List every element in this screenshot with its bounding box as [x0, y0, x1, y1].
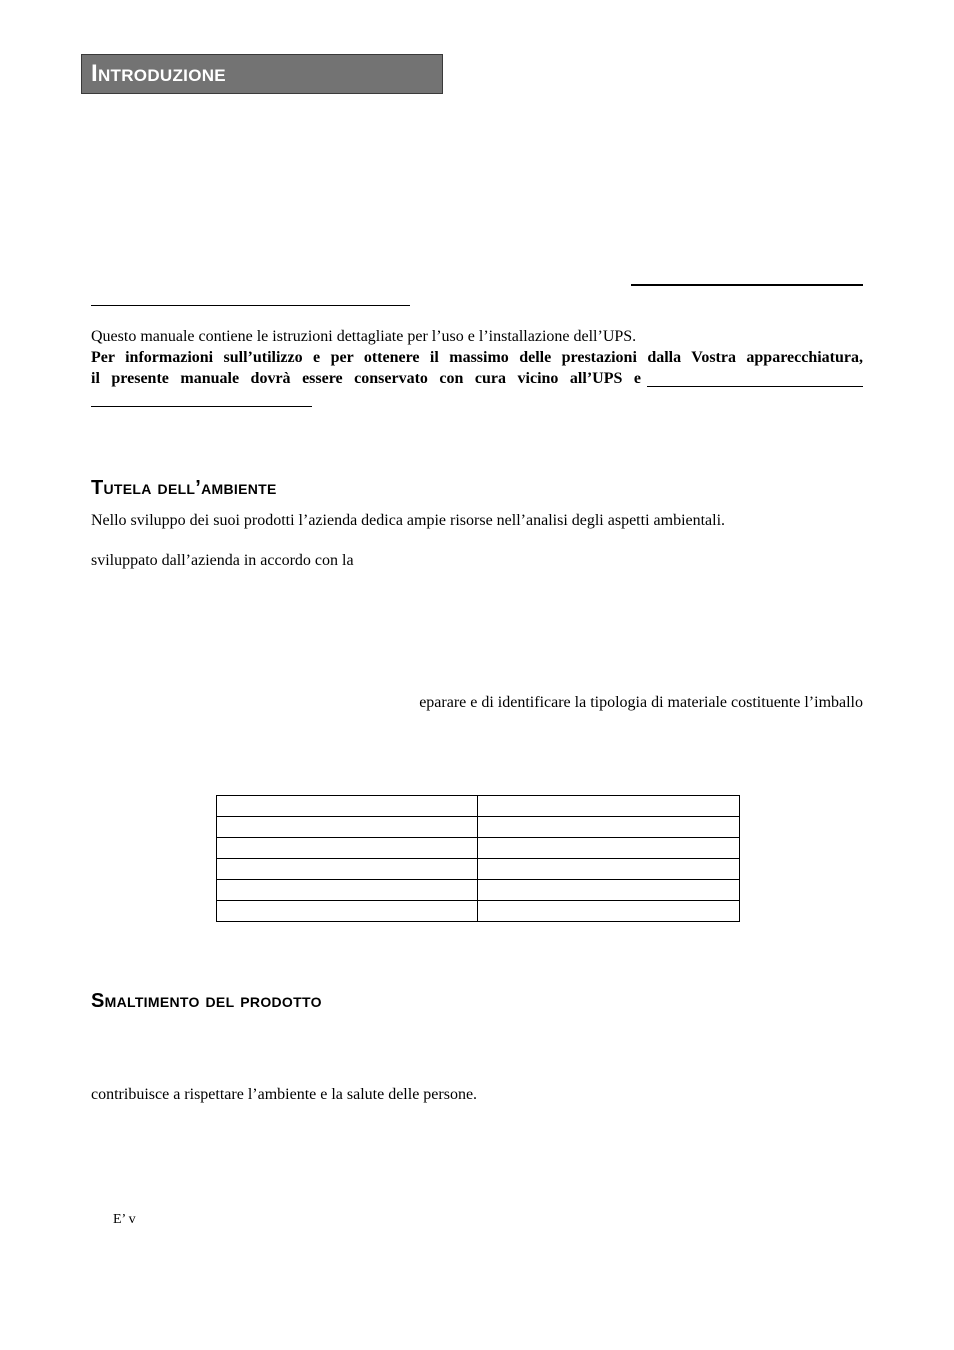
underline-rule	[91, 305, 410, 306]
table-cell	[217, 796, 478, 817]
table-cell	[217, 901, 478, 922]
footer-note: E’ v	[113, 1212, 136, 1227]
underline-rule	[91, 406, 312, 407]
table-cell	[217, 859, 478, 880]
disposal-text: contribuisce a rispettare l’ambiente e la salute delle persone.	[91, 1086, 478, 1103]
table-cell	[217, 880, 478, 901]
section-title: Introduzione	[91, 60, 226, 87]
table-cell	[478, 859, 740, 880]
table-cell	[478, 817, 740, 838]
intro-bold-line: il presente manuale dovrà essere conservato con cura vicino all’UPS e	[91, 370, 641, 387]
table-row	[217, 880, 740, 901]
underline-rule	[631, 284, 863, 286]
environment-text: eparare e di identificare la tipologia di materiale costituente l’imballo	[419, 694, 863, 711]
table-cell	[478, 838, 740, 859]
section-heading-disposal: Smaltimento del prodotto	[91, 990, 322, 1012]
section-heading-environment: Tutela dell’ambiente	[91, 477, 277, 499]
table-cell	[478, 901, 740, 922]
table-cell	[478, 880, 740, 901]
table-row	[217, 817, 740, 838]
materials-table	[216, 795, 740, 922]
table-cell	[217, 838, 478, 859]
table-row	[217, 838, 740, 859]
table-cell	[217, 817, 478, 838]
underline-rule	[647, 386, 863, 387]
section-banner-introduzione	[81, 54, 443, 94]
environment-text: sviluppato dall’azienda in accordo con la	[91, 552, 354, 569]
environment-text: Nello sviluppo dei suoi prodotti l’azienda dedica ampie risorse nell’analisi degli aspetti ambientali.	[91, 512, 726, 529]
table-row	[217, 796, 740, 817]
table-cell	[478, 796, 740, 817]
table-row	[217, 901, 740, 922]
intro-line: Questo manuale contiene le istruzioni dettagliate per l’uso e l’installazione dell’UPS.	[91, 328, 637, 345]
intro-bold-line: Per informazioni sull’utilizzo e per ottenere il massimo delle prestazioni dalla Vostra apparecchiatura,	[91, 349, 863, 366]
table-row	[217, 859, 740, 880]
